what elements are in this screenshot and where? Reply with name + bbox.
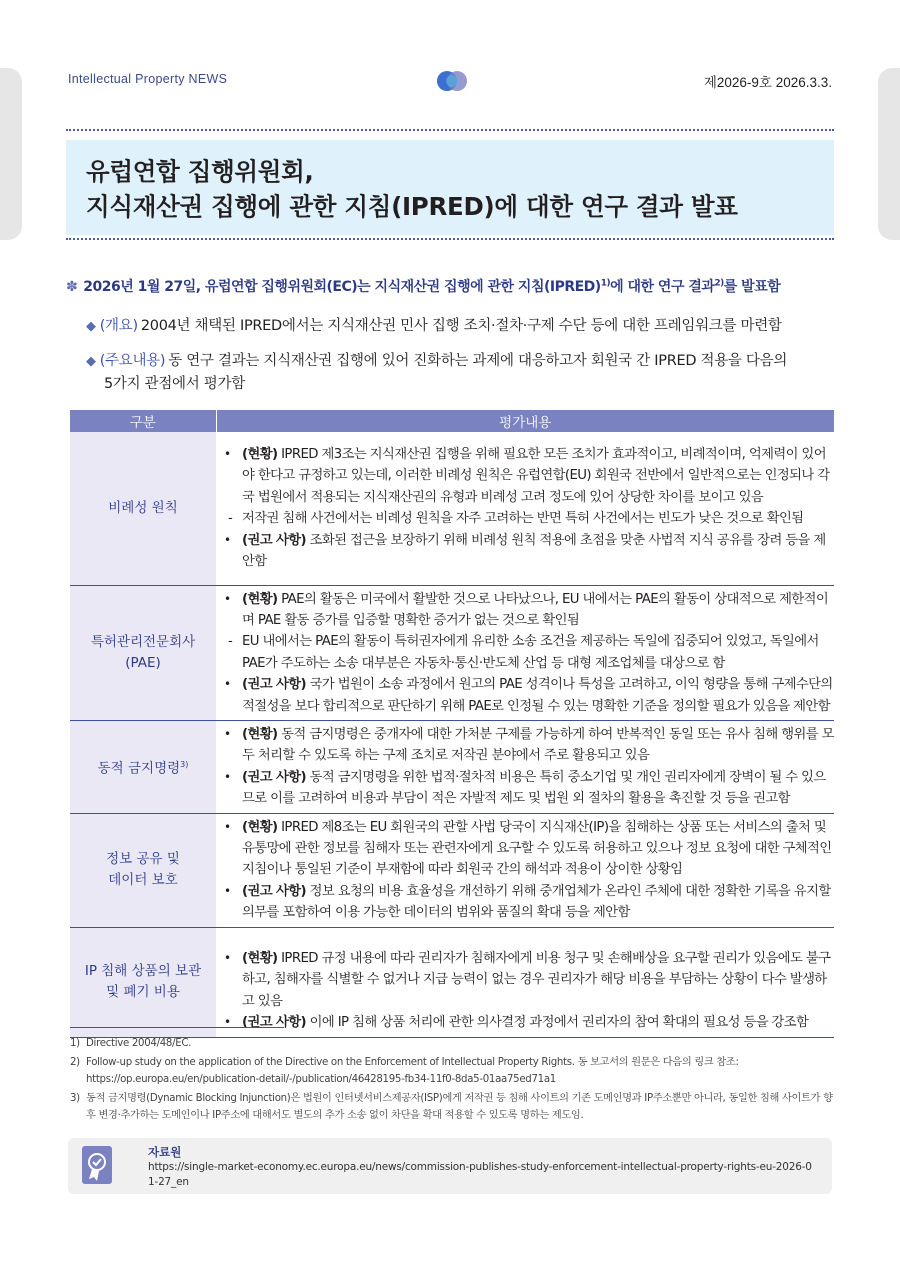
point-text: 2004년 채택된 IPRED에서는 지식재산권 민사 집행 조치·절차·구제 수단 등에 대한 프레임워크를 마련함 (140, 318, 782, 334)
page-title-line-2: 지식재산권 집행에 관한 지침(IPRED)에 대한 연구 결과 발표 (86, 192, 738, 221)
item-text: 정보 요청의 비용 효율성을 개선하기 위해 중개업체가 온라인 주체에 대한 정확한 기록을 유지할 의무를 포함하여 이용 가능한 데이터의 범위와 품질의 확대 등을 제안함 (242, 883, 831, 921)
item-text: IPRED 규정 내용에 따라 권리자가 침해자에게 비용 청구 및 손해배상을 요구할 권리가 있음에도 불구하고, 침해자를 식별할 수 없거나 지급 능력이 없는 경우 권리자가 해당 비용을 부담하는 상황이 다수 발생하고 있음 (242, 950, 831, 1009)
category-label-line-2: 및 폐기 비용 (106, 984, 180, 1001)
bullet-item (222, 767, 834, 810)
item-text: 동적 금지명령은 중개자에 대한 가처분 구제를 가능하게 하여 반복적인 동일 또는 유사 침해 행위를 모두 처리할 수 있도록 하는 구제 조치로 저작권 분야에서 주로 활용되고 있음 (242, 726, 834, 764)
logo-icon (434, 70, 470, 92)
item-label: (현황) (242, 950, 278, 966)
bullet-item (222, 589, 834, 632)
source-link[interactable]: https://single-market-economy.ec.europa.eu/news/commission-publishes-study-enforcement-intellectual-property-rights-eu-2026-01-27_en (148, 1161, 812, 1188)
category-cell (70, 720, 216, 813)
category-label: IP 침해 상품의 보관 (84, 963, 202, 980)
table-row (70, 720, 834, 813)
item-text: 저작권 침해 사건에서는 비례성 원칙을 자주 고려하는 반면 특허 사건에서는 빈도가 낮은 것으로 확인됨 (242, 511, 804, 527)
item-text: IPRED 제3조는 지식재산권 집행을 위해 필요한 모든 조치가 효과적이고, 비례적이며, 억제력이 있어야 한다고 규정하고 있는데, 이러한 비례성 원칙은 유럽연합(EU) 회원국 전반에서 일반적으로는 인정되나 각국 법원에서 적용되는 지식재산권의 유형과 비례성 고려 정도에 있어 상당한 차이를 보이고 있음 (242, 447, 830, 505)
sub-item (222, 631, 834, 674)
item-label: (현황) (242, 591, 278, 607)
category-cell (70, 585, 216, 720)
evaluation-cell (216, 927, 834, 1037)
item-label: (현황) (242, 447, 278, 463)
item-label: (현황) (242, 726, 278, 742)
page-header (68, 70, 832, 92)
category-cell (70, 813, 216, 927)
category-label: 동적 금지명령 (97, 760, 181, 777)
evaluation-table (70, 410, 834, 1038)
bullet-item (222, 817, 834, 881)
table-row (70, 432, 834, 585)
footnotes (70, 1035, 834, 1126)
item-label: (권고 사항) (242, 1015, 306, 1031)
item-text: PAE의 활동은 미국에서 활발한 것으로 나타났으나, EU 내에서는 PAE의 활동이 상대적으로 제한적이며 PAE 활동 증가를 입증할 명확한 증거가 없는 것으로 확인됨 (242, 591, 829, 628)
item-text: 국가 법원이 소송 과정에서 원고의 PAE 성격이나 특성을 고려하고, 이익 형량을 통해 구제수단의 적절성을 보다 합리적으로 판단하기 위해 PAE로 인정될 수 있는 명확한 기준을 정의할 필요가 있음을 제안함 (242, 677, 833, 714)
table-row (70, 813, 834, 927)
evaluation-cell (216, 720, 834, 813)
header-category: 구분 (70, 410, 216, 432)
newsletter-brand: Intellectual Property NEWS (68, 72, 228, 86)
overview-point (86, 315, 834, 338)
title-top-divider (66, 129, 834, 131)
title-bottom-divider (66, 238, 834, 240)
category-label: 비례성 원칙 (108, 499, 178, 516)
diamond-bullet-icon: ◆ (86, 354, 96, 369)
footnote-3: 3) 동적 금지명령(Dynamic Blocking Injunction)은 법원이 인터넷서비스제공자(ISP)에게 저작권 등 침해 사이트의 기존 도메인명과 IP주소뿐만 아니라, 동일한 침해 사이트가 향후 변경·추가하는 도메인이나 IP주소에 대해서도 별도의 추가 소송 없이 차단을 확대 적용할 수 있도록 명하는 제도임. (70, 1093, 833, 1121)
issue-number-date: 제2026-9호 2026.3.3. (703, 75, 832, 90)
sub-item (222, 508, 834, 529)
item-text: IPRED 제8조는 EU 회원국의 관할 사법 당국이 지식재산(IP)을 침해하는 상품 또는 서비스의 출처 및 유통망에 관한 정보를 침해자 또는 관련자에게 요구할 수 있도록 허용하고 있으나 정보 요청에 대한 구체적인 지침이나 통일된 기준이 부재함에 따라 회원국 간의 해석과 적용이 상이한 상황임 (242, 819, 832, 878)
item-label: (현황) (242, 819, 278, 835)
evaluation-cell (216, 432, 834, 585)
bullet-item (222, 1012, 834, 1033)
item-label: (권고 사항) (242, 883, 306, 899)
item-text: 조화된 접근을 보장하기 위해 비례성 원칙 적용에 초점을 맞춘 사법적 지식 공유를 장려 등을 제안함 (242, 532, 826, 570)
main-content-point (86, 350, 834, 396)
footnote-divider (70, 1027, 284, 1028)
bullet-item (222, 881, 834, 924)
left-page-tab (0, 68, 22, 240)
footnote-2: 2) Follow-up study on the application of the Directive on the Enforcement of Intellectual Property Rights. 동 보고서의 원문은 다음의 링크 참조: https://op.europa.eu/en/publication-detail/-/publication/46428195-fb34-11f0-8da5-01aa75ed71a1 (70, 1057, 739, 1085)
category-label: 정보 공유 및 (106, 851, 180, 868)
summary-statement: ✽ 2026년 1월 27일, 유럽연합 집행위원회(EC)는 지식재산권 집행에 관한 지침(IPRED)$^{1)}$에 대한 연구 결과$^{2)}$를 발표함 (66, 278, 781, 295)
asterisk-bullet-icon: ✽ (66, 279, 78, 295)
category-cell (70, 927, 216, 1037)
category-cell (70, 432, 216, 585)
table-row (70, 927, 834, 1037)
evaluation-cell (216, 585, 834, 720)
item-text: EU 내에서는 PAE의 활동이 특허권자에게 유리한 소송 조건을 제공하는 독일에 집중되어 있었고, 독일에서 PAE가 주도하는 소송 대부분은 자동차·통신·반도체 산업 등 대형 제조업체를 대상으로 함 (242, 634, 819, 671)
point-text-continued: 5가지 관점에서 평가함 (104, 376, 245, 392)
category-label-line-2: (PAE) (125, 654, 161, 671)
source-label: 자료원 (148, 1145, 182, 1159)
page-title-line-1: 유럽연합 집행위원회, (86, 157, 314, 186)
header-evaluation: 평가내용 (216, 410, 834, 432)
item-label: (권고 사항) (242, 677, 306, 693)
item-text: 이에 IP 침해 상품 처리에 관한 의사결정 과정에서 권리자의 참여 확대의 필요성 등을 강조함 (305, 1015, 809, 1031)
source-box (68, 1138, 832, 1194)
table-header-row (70, 410, 834, 432)
bullet-item (222, 674, 834, 717)
item-label: (권고 사항) (242, 769, 306, 785)
item-label: (권고 사항) (242, 532, 306, 548)
table-row (70, 585, 834, 720)
right-page-tab (878, 68, 900, 240)
bullet-item (222, 444, 834, 508)
point-text: 동 연구 결과는 지식재산권 집행에 있어 진화하는 과제에 대응하고자 회원국 간 IPRED 적용을 다음의 (168, 353, 788, 369)
point-tag: (개요) (99, 318, 138, 334)
category-label: 특허관리전문회사 (90, 633, 196, 650)
item-text: 동적 금지명령을 위한 법적·절차적 비용은 특히 중소기업 및 개인 권리자에게 장벽이 될 수 있으므로 이를 고려하여 비용과 부담이 적은 자발적 제도 및 법원 외 절차의 활용을 촉진할 것 등을 권고함 (242, 769, 826, 807)
footnote-1: 1) Directive 2004/48/EC. (70, 1038, 192, 1049)
bullet-item (222, 530, 834, 573)
evaluation-cell (216, 813, 834, 927)
certificate-icon (78, 1144, 118, 1188)
category-footnote-ref: 3) (180, 760, 189, 769)
category-label-line-2: 데이터 보호 (108, 872, 178, 889)
point-tag: (주요내용) (99, 353, 166, 369)
bullet-item (222, 948, 834, 1012)
report-link[interactable]: https://op.europa.eu/en/publication-detail/-/publication/46428195-fb34-11f0-8da5-01aa75ed71a1 (86, 1074, 556, 1085)
title-box (66, 140, 834, 235)
diamond-bullet-icon: ◆ (86, 319, 96, 334)
bullet-item (222, 724, 834, 767)
